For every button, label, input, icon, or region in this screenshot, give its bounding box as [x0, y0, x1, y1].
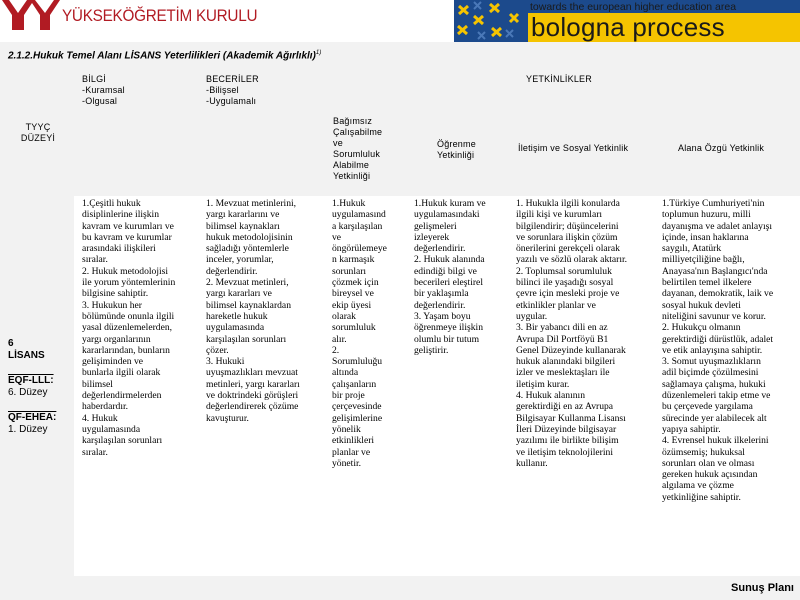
bologna-wordmark: bologna process	[531, 12, 725, 42]
page-title	[8, 50, 321, 61]
header-beceriler: BECERİLER -Bilişsel -Uygulamalı	[206, 74, 259, 106]
level-lisans: LİSANS	[8, 350, 45, 361]
cell-bagimsiz: 1.Hukuk uygulamasınd a karşılaşılan ve öngörülemeye n karmaşık sorunları çözmek için bireysel ve ekip üyesi olarak sorumluluk alır. 2. Sorumluluğu altında çalışanların bir proje çerçevesinde gelişimlerine yönelik etkinlikleri planlar ve yönetir.	[332, 198, 387, 469]
cell-ogrenme: 1.Hukuk kuram ve uygulamasındaki gelişmeleri izleyerek değerlendirir. 2. Hukuk alanında edindiği bilgi ve becerileri eleştirel bir yaklaşımla değerlendirir. 3. Yaşam boyu öğrenmeye ilişkin olumlu bir tutum geliştirir.	[414, 198, 486, 356]
bologna-banner[interactable]	[454, 0, 800, 42]
header-tyyc: TYYÇ DÜZEYİ	[20, 122, 56, 143]
bologna-tagline: towards the european higher education area	[530, 1, 737, 13]
header-bagimsiz: Bağımsız Çalışabilme ve Sorumluluk Alabilme Yetkinliği	[333, 116, 383, 181]
bologna-stars-icon	[454, 0, 534, 42]
yok-logo[interactable]	[0, 0, 258, 42]
level-column	[8, 338, 56, 436]
yok-emblem-icon	[2, 0, 60, 30]
level-number: 6	[8, 338, 14, 349]
header-iletisim: İletişim ve Sosyal Yetkinlik	[518, 143, 629, 153]
eqf-label: EQF-LLL:	[8, 375, 54, 386]
title-text: 2.1.2.Hukuk Temel Alanı LİSANS Yeterlilikleri (Akademik Ağırlıklı)	[8, 50, 316, 62]
qf-value: 1. Düzey	[8, 424, 48, 435]
bologna-wordmark-box	[528, 13, 800, 42]
header-yetkinlikler: YETKİNLİKLER	[526, 74, 592, 84]
cell-iletisim: 1. Hukukla ilgili konularda ilgili kişi ve kurumları bilgilendirir; düşüncelerini ve sorunlara ilişkin çözüm önerilerini gerekçeli olarak yazılı ve sözlü olarak aktarır. 2. Toplumsal sorumluluk bilinci ile yaşadığı sosyal çevre için mesleki proje ve etkinlikler planlar ve uygular. 3. Bir yabancı dili en az Avrupa Dil Portföyü B1 Genel Düzeyinde kullanarak hukuk alanındaki bilgileri izler ve meslektaşları ile iletişim kurar. 4. Hukuk alanının gerektirdiği en az Avrupa Bilgisayar Kullanma Lisansı İleri Düzeyinde bilgisayar yazılımı ile birlikte bilişim ve iletişim teknolojilerini kullanır.	[516, 198, 628, 469]
header-bilgi: BİLGİ -Kuramsal -Olgusal	[82, 74, 125, 106]
cell-alana-ozgu: 1.Türkiye Cumhuriyeti'nin toplumun huzuru, milli dayanışma ve adalet anlayışı içinde, insan haklarına saygılı, Atatürk milliyetçiliğine bağlı, Anayasa'nın Başlangıcı'nda belirtilen temel ilkelere dayanan, demokratik, laik ve sosyal hukuk devleti niteliğini savunur ve korur. 2. Hukukçu olmanın gerektirdiği dürüstlük, adalet ve etik anlayışına sahiptir. 3. Somut uyuşmazlıkların adil biçimde çözülmesini sağlamaya çalışma, hukuki düzenlemeleri takip etme ve bu çerçevede yargılama sürecinde yer alabilecek alt yapıya sahiptir. 4. Evrensel hukuk ilkelerini özümsemiş; hukuksal sorunları olan ve olması gereken hukuk açısından algılama ve çözme yetkinliğine sahiptir.	[662, 198, 774, 503]
cell-beceriler: 1. Mevzuat metinlerini, yargı kararlarını ve bilimsel kaynakları hukuk metodolojisinin sağladığı yöntemlerle inceler, yorumlar, değerlendirir. 2. Mevzuat metinleri, yargı kararları ve bilimsel kaynaklardan hareketle hukuk uygulamasında karşılaşılan sorunları çözer. 3. Hukuki uyuşmazlıkları mevzuat metinleri, yargı kararları ve doktrindeki görüşleri değerlendirerek çözüme kavuşturur.	[206, 198, 300, 424]
cell-bilgi: 1.Çeşitli hukuk disiplinlerine ilişkin kavram ve kurumları ve bu kavram ve kurumlar arasındaki ilişkileri sıralar. 2. Hukuk metodolojisi ile yorum yöntemlerinin bilgisine sahiptir. 3. Hukukun her bölümünde onunla ilgili yasal düzenlemelerden, yargı organlarının kararlarından, bunların gelişiminden ve bunlarla ilgili olarak bilimsel değerlendirmelerden haberdardır. 4. Hukuk uygulamasında karşılaşılan sorunları sıralar.	[82, 198, 176, 458]
eqf-value: 6. Düzey	[8, 387, 48, 398]
header-ogrenme: Öğrenme Yetkinliği	[437, 139, 476, 160]
slide-content	[0, 42, 800, 600]
page-header	[0, 0, 800, 42]
yok-logo-text: YÜKSEKÖĞRETİM KURULU	[62, 6, 258, 25]
header-alana-ozgu: Alana Özgü Yetkinlik	[678, 143, 765, 153]
sunus-plani-link[interactable]: Sunuş Planı	[731, 582, 794, 594]
qf-label: QF-EHEA:	[8, 412, 57, 423]
title-footnote: 1)	[315, 50, 322, 56]
